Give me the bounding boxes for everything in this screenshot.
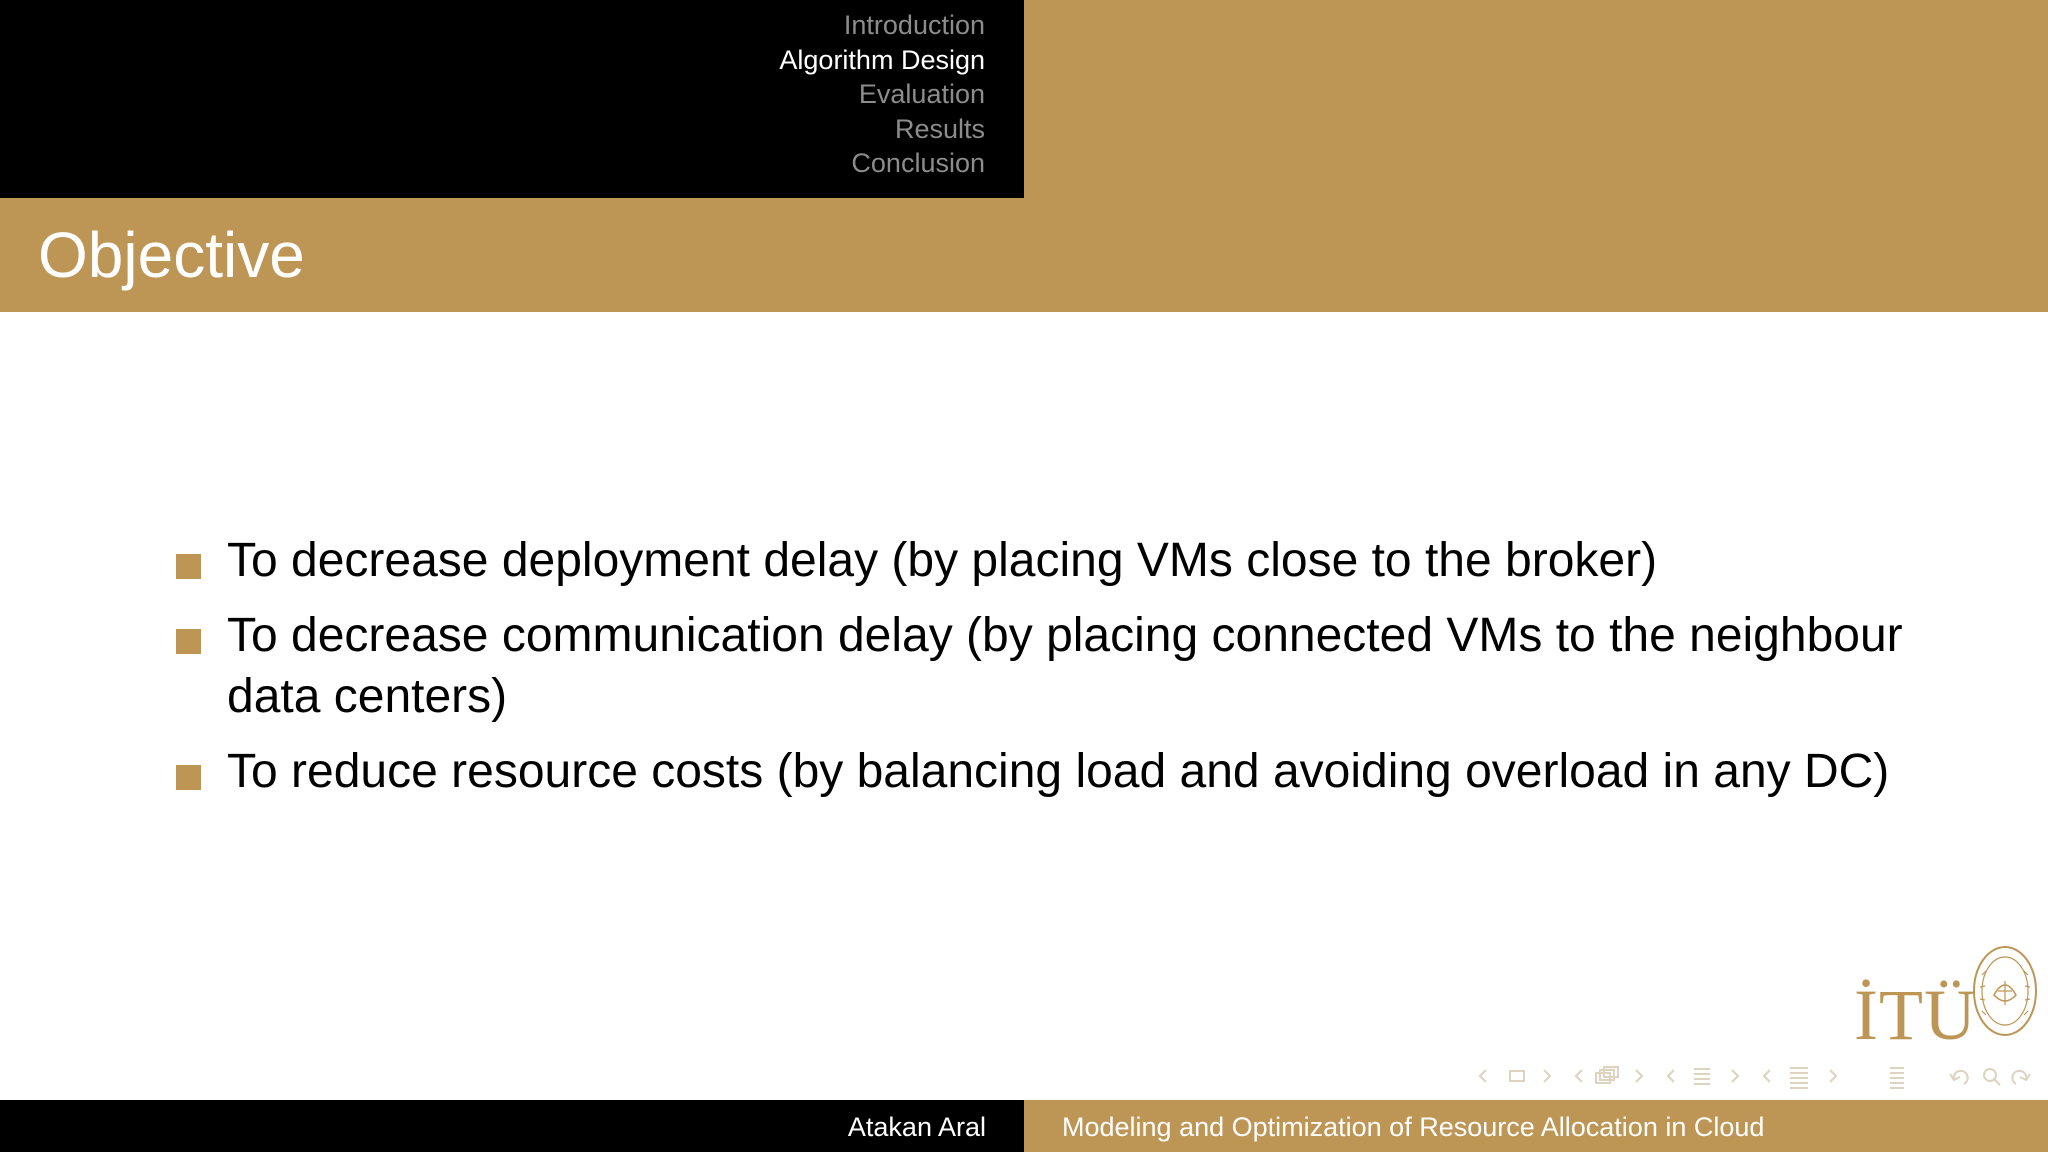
nav-next-subsection-icon[interactable] — [1732, 1070, 1738, 1082]
nav-next-frame-icon[interactable] — [1636, 1070, 1642, 1082]
footer-title-panel — [1024, 1100, 2048, 1152]
footer-author-panel — [0, 1100, 1024, 1152]
bullet-text: To decrease communication delay (by placing connected VMs to the neighbour data centers) — [227, 609, 1903, 723]
bullet-square-icon — [176, 629, 201, 654]
nav-prev-section-icon[interactable] — [1764, 1070, 1770, 1082]
university-seal-icon — [1972, 945, 2038, 1037]
nav-next-slide-icon[interactable] — [1544, 1070, 1550, 1082]
nav-next-section-icon[interactable] — [1830, 1070, 1836, 1082]
nav-section-evaluation[interactable]: Evaluation — [858, 79, 985, 109]
nav-section-conclusion[interactable]: Conclusion — [851, 148, 985, 178]
frame-title: Objective — [38, 219, 305, 291]
beamer-navigation-symbols — [1474, 1064, 2034, 1090]
nav-prev-subsection-icon[interactable] — [1668, 1070, 1674, 1082]
nav-section-introduction[interactable]: Introduction — [843, 10, 985, 40]
nav-section-algorithm-design[interactable]: Algorithm Design — [779, 44, 985, 75]
itu-logo — [1850, 945, 2040, 1057]
nav-frame-icon[interactable] — [1596, 1067, 1618, 1083]
footer-author: Atakan Aral — [847, 1112, 986, 1142]
list-item — [176, 530, 1976, 591]
list-item — [176, 741, 1976, 802]
section-navigation — [779, 8, 985, 181]
nav-slide-icon[interactable] — [1510, 1071, 1524, 1081]
objective-list — [176, 530, 1976, 816]
nav-subsection-icon[interactable] — [1694, 1069, 1710, 1084]
nav-toc-icon[interactable] — [1890, 1068, 1904, 1088]
bullet-square-icon — [176, 765, 201, 790]
bullet-text: To reduce resource costs (by balancing load and avoiding overload in any DC) — [227, 745, 1890, 798]
header-nav-panel — [0, 0, 1024, 198]
nav-search-icon[interactable] — [1984, 1069, 2000, 1085]
nav-back-icon[interactable] — [1950, 1071, 1968, 1084]
bullet-text: To decrease deployment delay (by placing VMs close to the broker) — [227, 534, 1658, 587]
bullet-square-icon — [176, 554, 201, 579]
list-item — [176, 605, 1976, 727]
nav-section-icon[interactable] — [1790, 1068, 1808, 1088]
nav-section-results[interactable]: Results — [894, 113, 985, 144]
nav-prev-frame-icon[interactable] — [1576, 1070, 1582, 1082]
itu-logo-text: İTÜ — [1854, 975, 1977, 1055]
frame-title-bar — [0, 198, 2048, 312]
nav-prev-slide-icon[interactable] — [1480, 1070, 1486, 1082]
footer-talk-title: Modeling and Optimization of Resource Allocation in Cloud — [1062, 1112, 1765, 1142]
nav-forward-icon[interactable] — [2012, 1071, 2030, 1084]
header-accent-panel — [1024, 0, 2048, 198]
